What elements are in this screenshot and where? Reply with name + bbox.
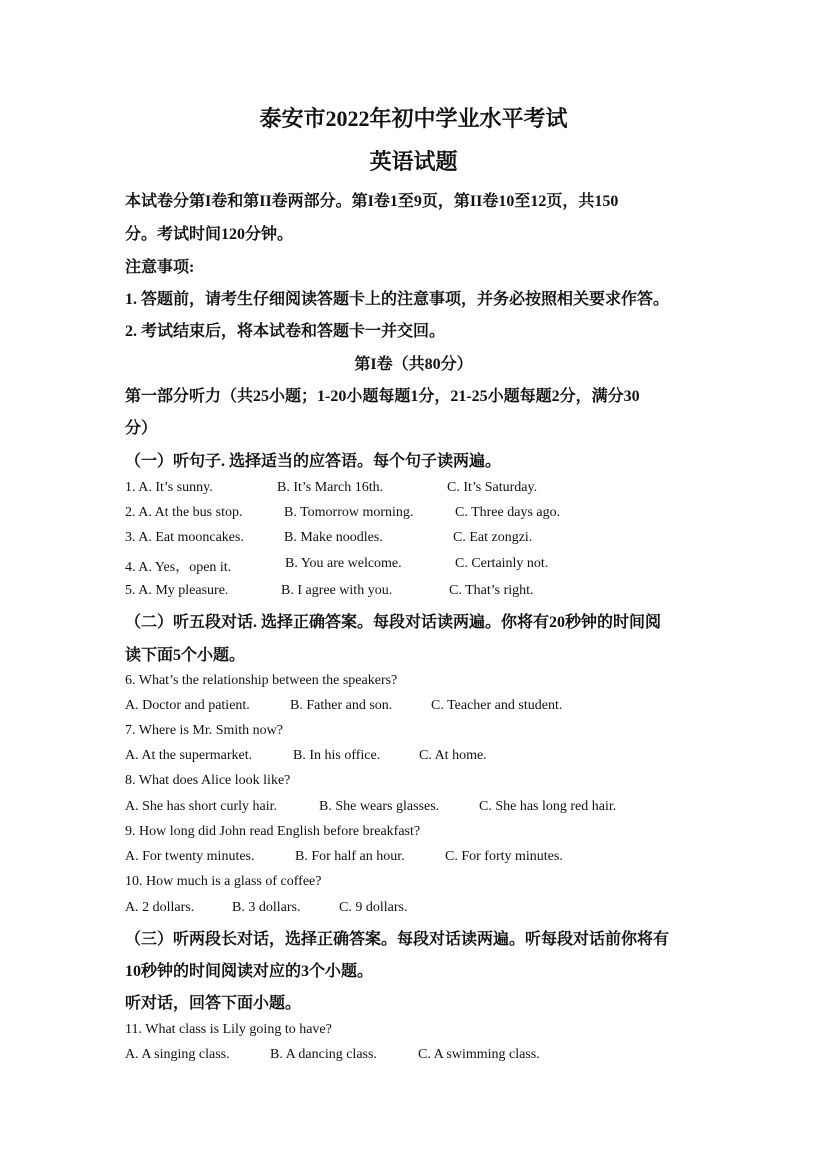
intro-line: 本试卷分第I卷和第II卷两部分。第I卷1至9页，第II卷10至12页，共150 <box>125 193 619 210</box>
option-a: 4. A. Yes，open it. <box>125 560 232 575</box>
option-b: B. In his office. <box>293 748 381 763</box>
option-b: B. Father and son. <box>290 698 393 713</box>
question-text: 11. What class is Lily going to have? <box>125 1022 332 1037</box>
option-b: B. For half an hour. <box>295 849 405 864</box>
option-b: B. You are welcome. <box>285 556 402 571</box>
option-a: A. For twenty minutes. <box>125 849 255 864</box>
section-heading: （二）听五段对话. 选择正确答案。每段对话读两遍。你将有20秒钟的时间阅 <box>125 614 662 631</box>
option-c: C. Certainly not. <box>455 556 549 571</box>
question-text: 6. What’s the relationship between the speakers? <box>125 673 398 688</box>
option-a: A. A singing class. <box>125 1047 230 1062</box>
section-heading: （一）听句子. 选择适当的应答语。每个句子读两遍。 <box>125 453 502 470</box>
notice-heading: 注意事项: <box>125 259 195 276</box>
option-b: B. Make noodles. <box>284 530 383 545</box>
option-b: B. She wears glasses. <box>319 799 440 814</box>
part-heading: 分） <box>125 420 158 437</box>
option-c: C. Eat zongzi. <box>453 530 533 545</box>
question-text: 8. What does Alice look like? <box>125 773 291 788</box>
option-c: C. 9 dollars. <box>339 900 408 915</box>
option-a: A. Doctor and patient. <box>125 698 250 713</box>
sub-heading: 听对话，回答下面小题。 <box>125 995 302 1012</box>
option-c: C. Teacher and student. <box>431 698 563 713</box>
notice-item: 1. 答题前，请考生仔细阅读答题卡上的注意事项，并务必按照相关要求作答。 <box>125 291 670 308</box>
option-b: B. 3 dollars. <box>232 900 301 915</box>
section-heading: 读下面5个小题。 <box>125 647 246 664</box>
section-heading: （三）听两段长对话，选择正确答案。每段对话读两遍。听每段对话前你将有 <box>125 931 670 948</box>
option-a: A. She has short curly hair. <box>125 799 278 814</box>
option-a: 2. A. At the bus stop. <box>125 505 243 520</box>
option-c: C. That’s right. <box>449 583 534 598</box>
option-c: C. For forty minutes. <box>445 849 563 864</box>
option-a: 1. A. It’s sunny. <box>125 480 213 495</box>
section-heading: 10秒钟的时间阅读对应的3个小题。 <box>125 963 374 980</box>
option-a: 3. A. Eat mooncakes. <box>125 530 244 545</box>
option-b: B. It’s March 16th. <box>277 480 384 495</box>
option-c: C. At home. <box>419 748 487 763</box>
option-c: C. It’s Saturday. <box>447 480 538 495</box>
option-a: 5. A. My pleasure. <box>125 583 229 598</box>
option-b: B. I agree with you. <box>281 583 393 598</box>
option-c: C. She has long red hair. <box>479 799 617 814</box>
exam-title: 泰安市2022年初中学业水平考试 <box>259 106 568 131</box>
question-text: 7. Where is Mr. Smith now? <box>125 723 284 738</box>
question-text: 9. How long did John read English before breakfast? <box>125 824 421 839</box>
option-b: B. Tomorrow morning. <box>284 505 414 520</box>
volume-heading: 第I卷（共80分） <box>354 356 473 373</box>
intro-line: 分。考试时间120分钟。 <box>125 226 294 243</box>
option-c: C. Three days ago. <box>455 505 561 520</box>
question-text: 10. How much is a glass of coffee? <box>125 874 322 889</box>
option-a: A. 2 dollars. <box>125 900 195 915</box>
part-heading: 第一部分听力（共25小题；1-20小题每题1分，21-25小题每题2分，满分30 <box>125 388 640 405</box>
exam-subtitle: 英语试题 <box>369 149 458 174</box>
option-a: A. At the supermarket. <box>125 748 253 763</box>
option-b: B. A dancing class. <box>270 1047 377 1062</box>
notice-item: 2. 考试结束后，将本试卷和答题卡一并交回。 <box>125 323 446 340</box>
option-c: C. A swimming class. <box>418 1047 540 1062</box>
